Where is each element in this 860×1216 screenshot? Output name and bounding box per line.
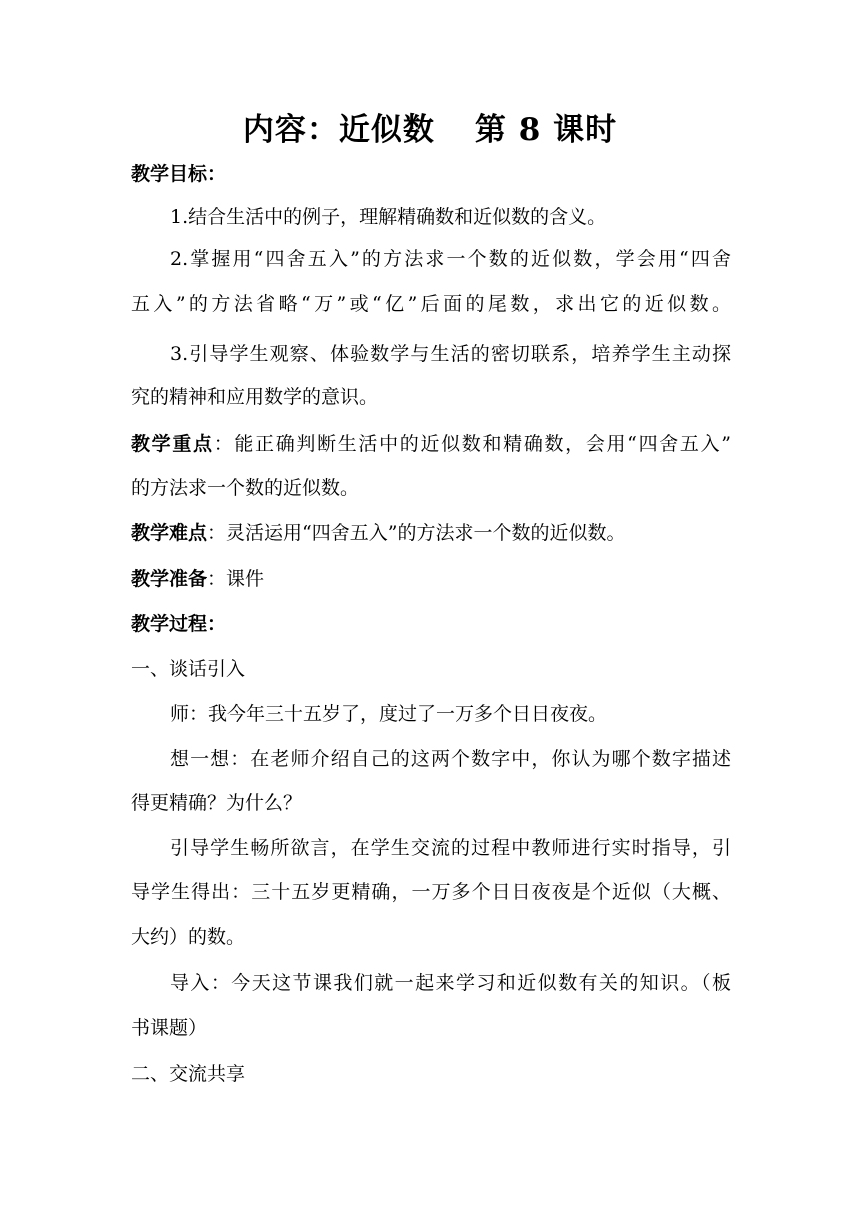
difficulties-line bbox=[131, 518, 731, 548]
objective-item-1: 1.结合生活中的例子，理解精确数和近似数的含义。 bbox=[170, 206, 607, 228]
preparation-label: 教学准备 bbox=[131, 568, 208, 590]
teacher-line: 师：我今年三十五岁了，度过了一万多个日日夜夜。 bbox=[170, 703, 608, 725]
key-points-line-1 bbox=[131, 429, 731, 459]
guide-line-3: 大约）的数。 bbox=[131, 926, 246, 948]
section-1-heading: 一、谈话引入 bbox=[131, 658, 246, 680]
objective-item-2-line-1: 2.掌握用“四舍五入”的方法求一个数的近似数，学会用“四舍 bbox=[170, 248, 731, 270]
key-points-label: 教学重点 bbox=[131, 433, 214, 455]
section-2-heading: 二、交流共享 bbox=[131, 1063, 246, 1085]
preparation-text: ：课件 bbox=[207, 568, 265, 590]
title-topic: 内容：近似数 bbox=[242, 112, 435, 148]
objective-item-3-line-2: 究的精神和应用数学的意识。 bbox=[131, 386, 379, 408]
intro-line-1: 导入：今天这节课我们就一起来学习和近似数有关的知识。（板 bbox=[170, 972, 731, 994]
guide-line-2: 导学生得出：三十五岁更精确，一万多个日日夜夜是个近似（大概、 bbox=[131, 881, 731, 903]
page-title bbox=[0, 108, 860, 152]
key-points-text: ：能正确判断生活中的近似数和精确数，会用“四舍五入” bbox=[213, 433, 731, 455]
title-lesson-number: 第 8 课时 bbox=[474, 112, 618, 148]
preparation-line bbox=[131, 564, 731, 594]
objective-item-2-line-2: 五入”的方法省略“万”或“亿”后面的尾数，求出它的近似数。 bbox=[131, 293, 731, 315]
think-line-1: 想一想：在老师介绍自己的这两个数字中，你认为哪个数字描述 bbox=[170, 748, 731, 770]
objective-item-3-line-1: 3.引导学生观察、体验数学与生活的密切联系，培养学生主动探 bbox=[170, 343, 731, 365]
guide-line-1: 引导学生畅所欲言，在学生交流的过程中教师进行实时指导，引 bbox=[170, 837, 731, 859]
think-line-2: 得更精确？为什么？ bbox=[131, 792, 303, 814]
key-points-line-2: 的方法求一个数的近似数。 bbox=[131, 477, 360, 499]
difficulties-label: 教学难点 bbox=[131, 522, 208, 544]
intro-line-2: 书课题） bbox=[131, 1017, 208, 1039]
difficulties-text: ：灵活运用“四舍五入”的方法求一个数的近似数。 bbox=[207, 522, 626, 544]
objectives-heading: 教学目标： bbox=[131, 163, 227, 185]
process-heading: 教学过程： bbox=[131, 613, 227, 635]
